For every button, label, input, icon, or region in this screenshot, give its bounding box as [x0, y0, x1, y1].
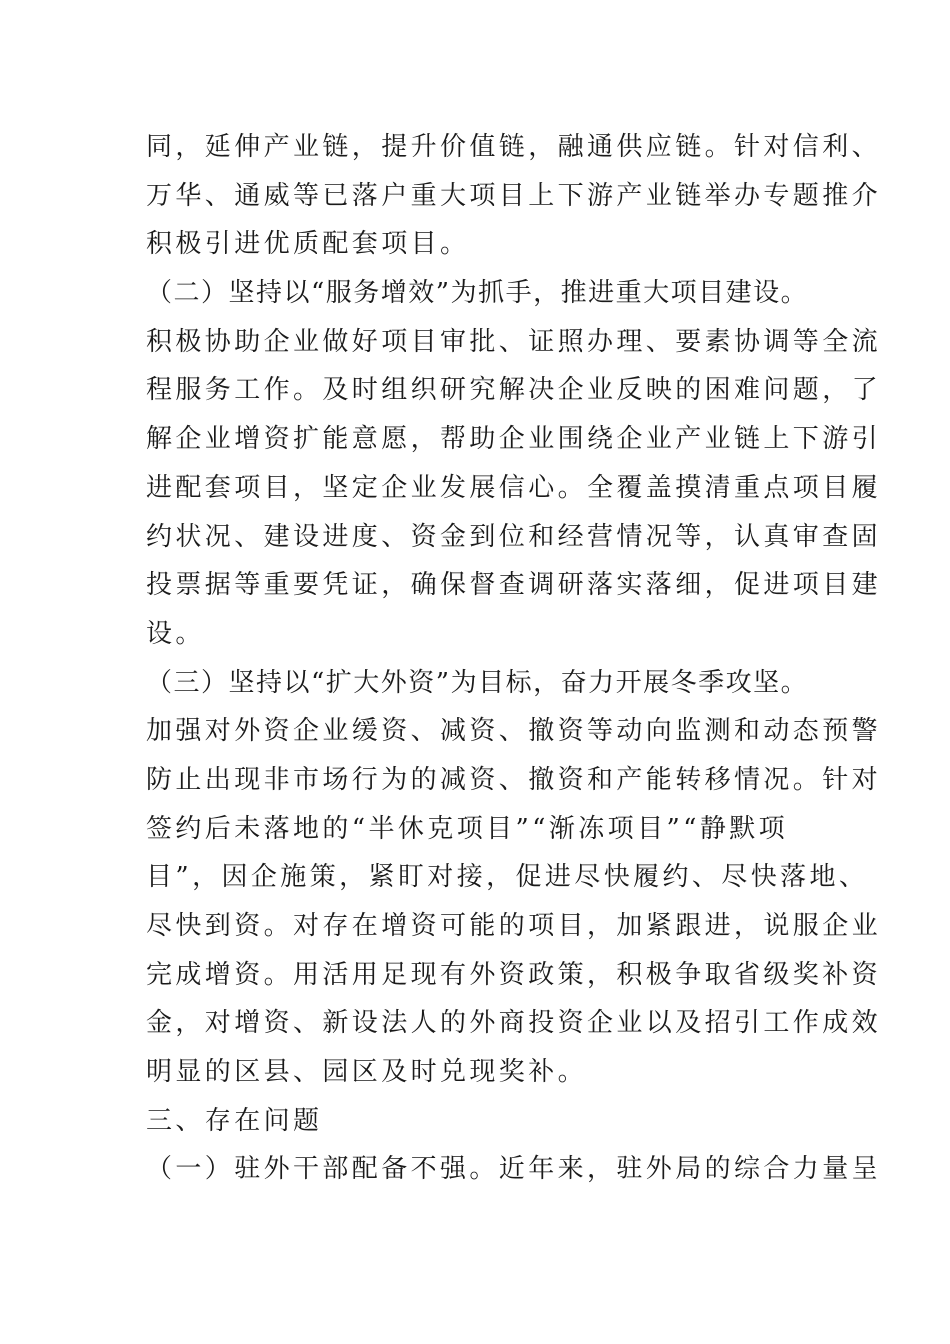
text-line: 金，对增资、新设法人的外商投资企业以及招引工作成效 [146, 1008, 882, 1039]
text-line: 程服务工作。及时组织研究解决企业反映的困难问题，了 [146, 375, 882, 406]
text-line: 签约后未落地的“半休克项目”“渐冻项目”“静默项 [146, 813, 789, 844]
body-text [146, 123, 882, 1194]
text-line: 积极引进优质配套项目。 [146, 229, 470, 260]
text-line: 万华、通威等已落户重大项目上下游产业链举办专题推介 [146, 180, 882, 211]
text-line: 完成增资。用活用足现有外资政策，积极争取省级奖补资 [146, 959, 882, 990]
text-line: 进配套项目，坚定企业发展信心。全覆盖摸清重点项目履 [146, 472, 882, 503]
text-line: 防止出现非市场行为的减资、撤资和产能转移情况。针对 [146, 764, 882, 795]
section-heading-3: （三）坚持以“扩大外资”为目标，奋力开展冬季攻坚。 [146, 667, 809, 698]
text-line: 约状况、建设进度、资金到位和经营情况等，认真审查固 [146, 521, 882, 552]
text-line: 解企业增资扩能意愿，帮助企业围绕企业产业链上下游引 [146, 424, 882, 455]
chapter-heading: 三、存在问题 [146, 1105, 323, 1136]
text-line: 设。 [146, 618, 205, 649]
section-heading-2: （二）坚持以“服务增效”为抓手，推进重大项目建设。 [146, 278, 809, 309]
text-line: 明显的区县、园区及时兑现奖补。 [146, 1057, 588, 1088]
text-line: 尽快到资。对存在增资可能的项目，加紧跟进，说服企业 [146, 911, 882, 941]
text-line: 积极协助企业做好项目审批、证照办理、要素协调等全流 [146, 326, 882, 357]
text-line: （一）驻外干部配备不强。近年来，驻外局的综合力量呈 [146, 1154, 882, 1185]
text-line: 加强对外资企业缓资、减资、撤资等动向监测和动态预警 [146, 716, 882, 747]
text-line: 同，延伸产业链，提升价值链，融通供应链。针对信利、 [146, 132, 882, 162]
text-line: 目”，因企施策，紧盯对接，促进尽快履约、尽快落地、 [146, 862, 869, 893]
text-line: 投票据等重要凭证，确保督查调研落实落细，促进项目建 [146, 570, 882, 601]
